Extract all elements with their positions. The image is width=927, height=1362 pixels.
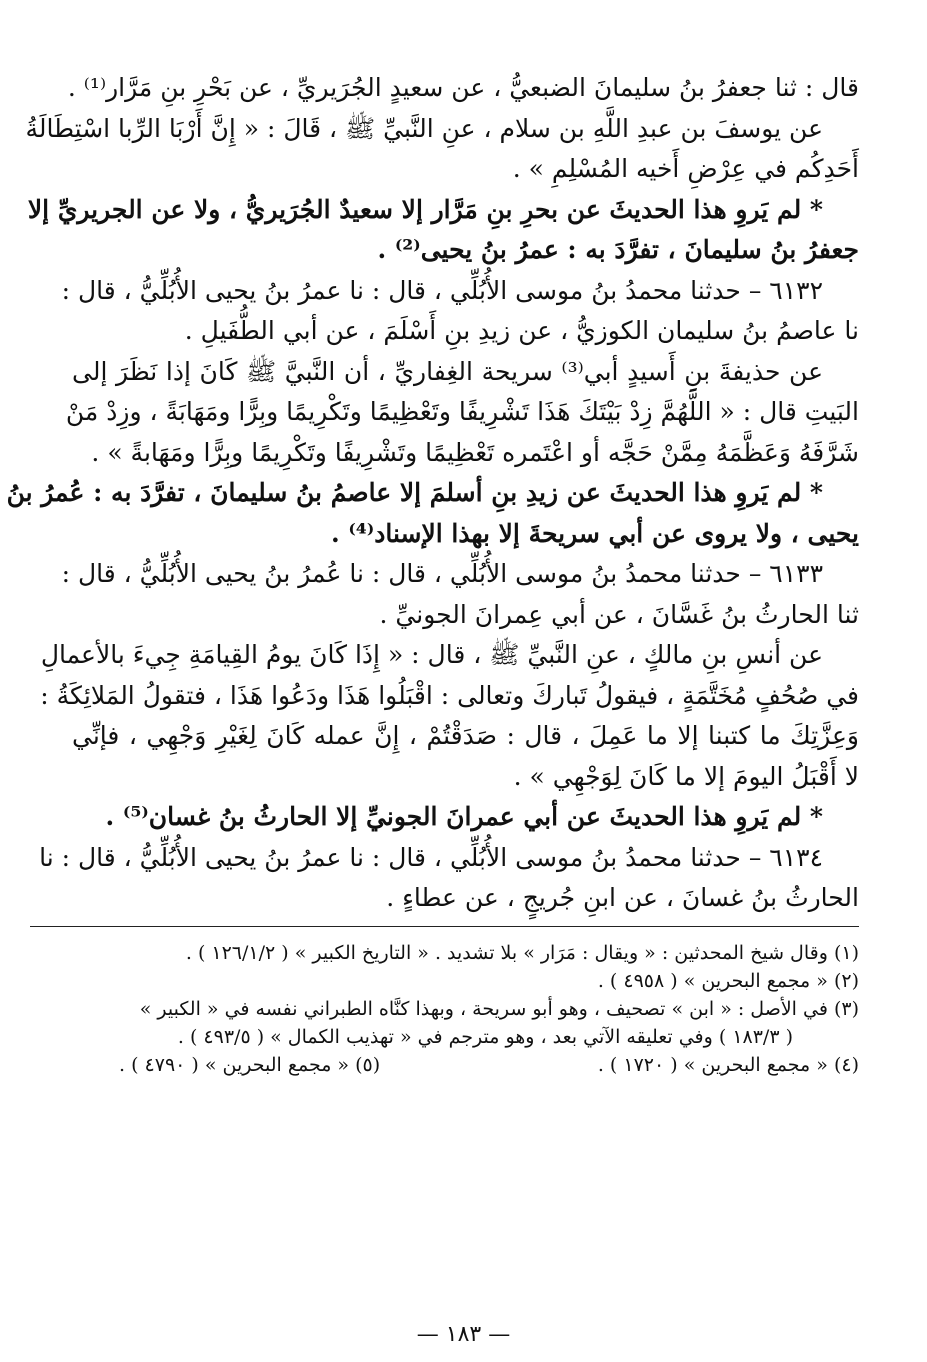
main-text [6,68,859,919]
footnote-3: (٣) في الأصل : « ابن » تصحيف ، وهو أبو سريحة ، وبهذا كنَّاه الطبراني نفسه في « الكبير » [139,997,859,1020]
text-line: لا أَقْبَلُ اليومَ إلا ما كَانَ لِوَجْهِي » . [513,761,859,791]
text-line: البَيتِ قال : « اللَّهُمَّ زِدْ بَيْتَكَ هَذَا تَشْرِيفًا وتَعْظِيمًا وتَكْرِيمًا وبِرًّا ومَهَابَةً ، وزِدْ مَنْ [65,397,859,426]
text-line: ثنا الحارثُ بنُ غَسَّانَ ، عن أبي عِمرانَ الجونيِّ . [379,599,859,629]
text-line: نا عاصمُ بنُ سليمان الكوزيُّ ، عن زيدِ بنِ أَسْلَمَ ، عن أبي الطُّفَيلِ . [184,316,859,345]
text-line: وَعِزَّتِكَ ما كتبنا إلا ما عَمِلَ ، قال : صَدَقْتُمْ ، إِنَّ عمله كَانَ لِغَيْرِ وَجْهِي ، فإنِّي [72,721,859,750]
text-line: * لم يَروِ هذا الحديثَ عن أبي عمرانَ الجونيِّ إلا الحارثُ بنُ غسان⁽⁵⁾ . [105,802,823,831]
text-line: في صُحُفٍ مُخَتَّمَةٍ ، فيقولُ تَباركَ وتعالى : اقْبَلُوا هَذَا ودَعُوا هَذَا ، فتقولُ المَلائِكَةُ : [40,680,859,710]
text-line: شَرَّفَهُ وَعَظَّمَهُ مِمَّنْ حَجَّه أو اعْتَمره تَعْظِيمًا وتَشْرِيفًا وتَكْرِيمًا وبِرًّا ومَهَابةً » . [91,437,859,467]
footnote-2: (٢) « مجمع البحرين » ( ٤٩٥٨ ) . [597,969,859,992]
text-line: عن حذيفةَ بنِ أَسيدٍ أبي⁽³⁾ سريحة الغِفاريِّ ، أن النَّبيَّ ﷺ كَانَ إذا نَظَرَ إلى [72,356,823,386]
text-line: * لم يَروِ هذا الحديثَ عن زيدِ بنِ أسلمَ إلا عاصمُ بنُ سليمانَ ، تفرَّدَ به : عُمرُ بنُ [6,478,823,507]
footnotes [72,939,859,1079]
text-line: ٦١٣٤ – حدثنا محمدُ بنُ موسى الأُبُلِّي ، قال : نا عمرُ بنُ يحيى الأُبُلِّيُّ ، قال : نا [39,842,823,872]
text-line: عن يوسفَ بن عبدِ اللَّهِ بن سلام ، عنِ النَّبيِّ ﷺ ، قَالَ : « إِنَّ أَرْبَا الرِّبا اسْتِطَالَةُ [25,113,823,143]
footnote-3-continued: ( ١٨٣/٣ ) وفي تعليقه الآتي بعد ، وهو مترجم في « تهذيب الكمال » ( ٤٩٣/٥ ) . [177,1025,793,1048]
text-line: أَحَدِكُم في عِرْضِ أَخيه المُسْلِمِ » . [512,154,859,183]
text-line: * لم يَروِ هذا الحديثَ عن بحرِ بنِ مَرَّار إلا سعيدٌ الجُرَيريُّ ، ولا عن الجريريِّ إلا [27,194,823,224]
page-number: — ١٨٣ — [416,1322,511,1347]
text-line: ٦١٣٣ – حدثنا محمدُ بنُ موسى الأُبُلِّي ، قال : نا عُمرُ بنُ يحيى الأُبُلِّيُّ ، قال : [61,559,823,588]
footnote-5: (٥) « مجمع البحرين » ( ٤٧٩٠ ) . [119,1053,381,1076]
text-line: الحارثُ بنُ غسانَ ، عن ابنِ جُريجٍ ، عن عطاءٍ . [386,883,859,912]
text-line: يحيى ، ولا يروى عن أبي سريحةَ إلا بهذا الإسناد⁽⁴⁾ . [331,518,859,548]
footnote-1: (١) وقال شيخ المحدثين : « ويقال : مَرَار » بلا تشديد . « التاريخ الكبير » ( ١٢٦/١/٢ ) . [185,941,859,964]
text-line: جعفرُ بنُ سليمانَ ، تفرَّدَ به : عمرُ بنُ يحيى⁽²⁾ . [377,235,859,264]
text-line: ٦١٣٢ – حدثنا محمدُ بنُ موسى الأُبُلِّي ، قال : نا عمرُ بنُ يحيى الأُبُلِّيُّ ، قال : [61,275,823,305]
text-line: قال : ثنا جعفرُ بنُ سليمانَ الضبعيُّ ، عن سعيدٍ الجُرَيريِّ ، عن بَحْرِ بنِ مَرَّار⁽¹⁾ . [67,73,859,102]
footnote-row-4-5 [119,1051,859,1079]
footnote-4: (٤) « مجمع البحرين » ( ١٧٢٠ ) . [597,1053,859,1076]
footnote-separator [30,926,859,927]
text-line: عن أنسِ بنِ مالكٍ ، عنِ النَّبيِّ ﷺ ، قال : « إِذَا كَانَ يومُ القِيامَةِ جِيءَ بالأعمالِ [40,640,823,669]
